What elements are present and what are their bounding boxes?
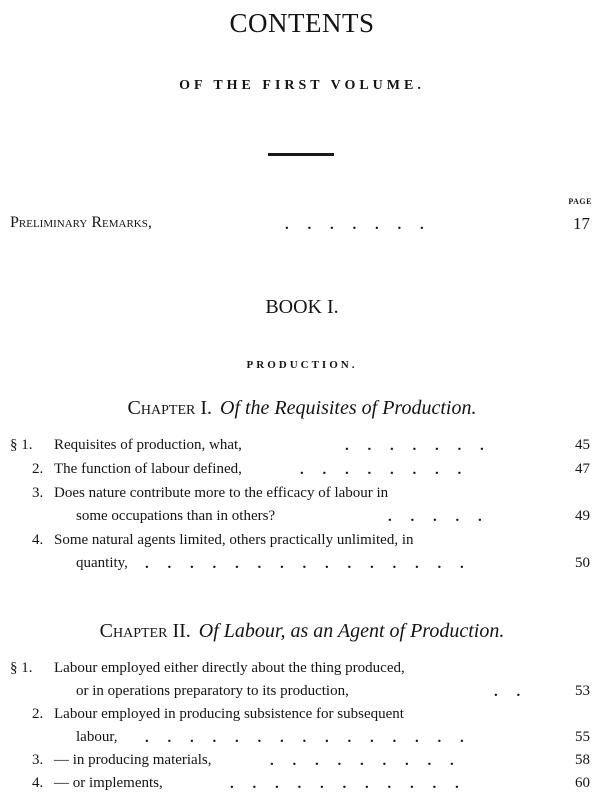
entry-marker: § 1. (10, 437, 33, 453)
preliminary-page-number: 17 (573, 214, 590, 233)
entry-text: — in producing materials, (54, 752, 212, 768)
entry-page-number: 60 (575, 775, 590, 791)
entry-page-number: 58 (575, 752, 590, 768)
divider-rule (268, 153, 334, 156)
leader-dots: . . . . . . . . . . . . . . . (145, 730, 464, 746)
entry-marker: § 1. (10, 660, 33, 676)
entry-text: Some natural agents limited, others practically unlimited, in (54, 532, 414, 548)
entry-text: Labour employed either directly about the thing produced, (54, 660, 405, 676)
leader-dots: . . . . . . . . . . . . . . . (145, 556, 464, 572)
book-title: BOOK I. (265, 296, 339, 318)
chapter-label: Chapter II. (99, 620, 191, 642)
leader-dots: . . . . . . . (285, 217, 424, 233)
leader-dots: . . . . . . . . . . . (230, 776, 459, 792)
chapter-label: Chapter I. (127, 397, 212, 419)
entry-marker: 4. (32, 775, 44, 791)
entry-text: Does nature contribute more to the efficacy of labour in (54, 485, 389, 501)
page-column-label: PAGE (568, 197, 592, 206)
entry-text-continued: or in operations preparatory to its production, (76, 683, 349, 699)
entry-page-number: 45 (575, 437, 590, 453)
chapter-title: Of Labour, as an Agent of Production. (198, 620, 505, 642)
leader-dots: . . . . . . . . (300, 462, 462, 478)
entry-text: The function of labour defined, (54, 461, 242, 477)
entry-page-number: 47 (575, 461, 590, 477)
preliminary-remarks-label: Preliminary Remarks, (10, 214, 152, 231)
entry-page-number: 50 (575, 555, 590, 571)
leader-dots: . . (494, 684, 521, 700)
leader-dots: . . . . . . . . . (270, 753, 454, 769)
entry-marker: 3. (32, 485, 44, 501)
entry-marker: 3. (32, 752, 44, 768)
entry-marker: 2. (32, 706, 44, 722)
entry-text: — or implements, (54, 775, 163, 791)
volume-subtitle: OF THE FIRST VOLUME. (179, 78, 425, 93)
entry-text-continued: some occupations than in others? (76, 508, 276, 524)
entry-text: Requisites of production, what, (54, 437, 242, 453)
chapter-heading (0, 397, 604, 420)
entry-marker: 4. (32, 532, 44, 548)
leader-dots: . . . . . . . (345, 438, 484, 454)
chapter-heading (0, 620, 604, 643)
page-title: CONTENTS (229, 8, 375, 38)
entry-page-number: 49 (575, 508, 590, 524)
part-title: PRODUCTION. (246, 359, 358, 371)
chapter-title: Of the Requisites of Production. (220, 397, 477, 419)
entry-text: Labour employed in producing subsistence for subsequent (54, 706, 404, 722)
leader-dots: . . . . . (388, 509, 482, 525)
entry-page-number: 53 (575, 683, 590, 699)
entry-marker: 2. (32, 461, 44, 477)
entry-text-continued: quantity, (76, 555, 128, 571)
entry-text-continued: labour, (76, 729, 118, 745)
entry-page-number: 55 (575, 729, 590, 745)
